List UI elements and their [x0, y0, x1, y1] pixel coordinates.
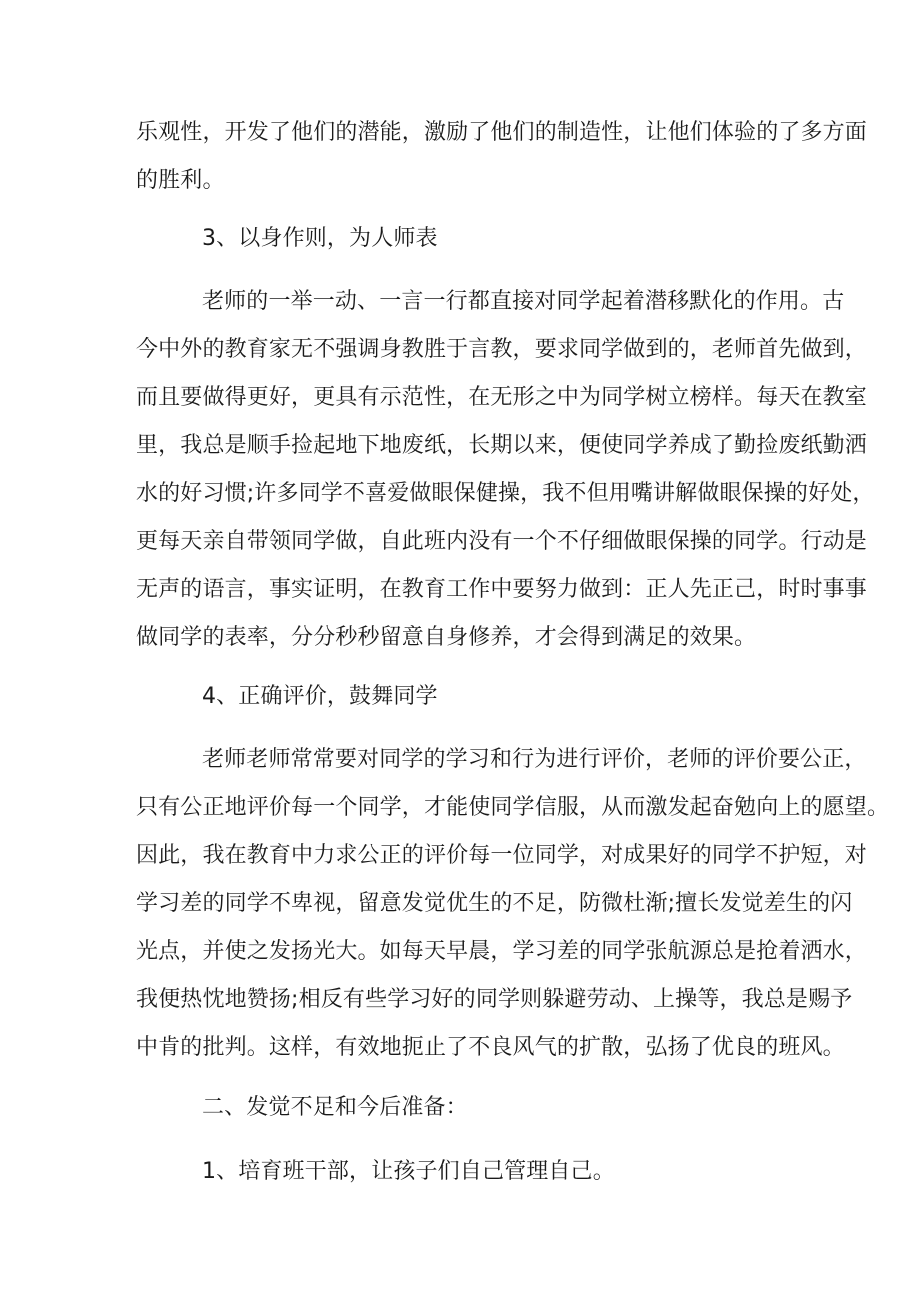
section-heading: 3、以身作则，为人师表 — [202, 226, 438, 251]
section-heading: 二、发觉不足和今后准备： — [202, 1095, 468, 1120]
paragraph-line: 无声的语言，事实证明，在教育工作中要努力做到：正人先正己，时时事事 — [136, 577, 867, 602]
paragraph-line: 做同学的表率，分分秒秒留意自身修养，才会得到满足的效果。 — [136, 625, 757, 650]
paragraph-line: 只有公正地评价每一个同学，才能使同学信服，从而激发起奋勉向上的愿望。 — [136, 795, 890, 820]
section-heading: 1、培育班干部，让孩子们自己管理自己。 — [202, 1159, 615, 1184]
paragraph-line: 更每天亲自带领同学做，自此班内没有一个不仔细做眼保操的同学。行动是 — [136, 529, 867, 554]
section-heading: 4、正确评价，鼓舞同学 — [202, 684, 438, 709]
paragraph-line: 我便热忱地赞扬;相反有些学习好的同学则躲避劳动、上操等，我总是赐予 — [136, 987, 853, 1012]
paragraph-line: 水的好习惯;许多同学不喜爱做眼保健操，我不但用嘴讲解做眼保操的好处， — [136, 481, 875, 506]
paragraph-line: 学习差的同学不卑视，留意发觉优生的不足，防微杜渐;擅长发觉差生的闪 — [136, 891, 853, 916]
paragraph-line: 而且要做得更好，更具有示范性，在无形之中为同学树立榜样。每天在教室 — [136, 385, 867, 410]
paragraph-line: 乐观性，开发了他们的潜能，激励了他们的制造性，让他们体验的了多方面 — [136, 120, 867, 145]
paragraph-line: 因此，我在教育中力求公正的评价每一位同学，对成果好的同学不护短，对 — [136, 843, 867, 868]
paragraph-line: 里，我总是顺手捡起地下地废纸，长期以来，便使同学养成了勤捡废纸勤洒 — [136, 433, 867, 458]
paragraph-line: 老师的一举一动、一言一行都直接对同学起着潜移默化的作用。古 — [202, 289, 845, 314]
paragraph-line: 今中外的教育家无不强调身教胜于言教，要求同学做到的，老师首先做到， — [136, 337, 867, 362]
paragraph-line: 光点，并使之发扬光大。如每天早晨，学习差的同学张航源总是抢着洒水， — [136, 939, 867, 964]
paragraph-line: 老师老师常常要对同学的学习和行为进行评价，老师的评价要公正， — [202, 747, 867, 772]
paragraph-line: 中肯的批判。这样，有效地扼止了不良风气的扩散，弘扬了优良的班风。 — [136, 1035, 845, 1060]
paragraph-line: 的胜利。 — [136, 168, 225, 193]
